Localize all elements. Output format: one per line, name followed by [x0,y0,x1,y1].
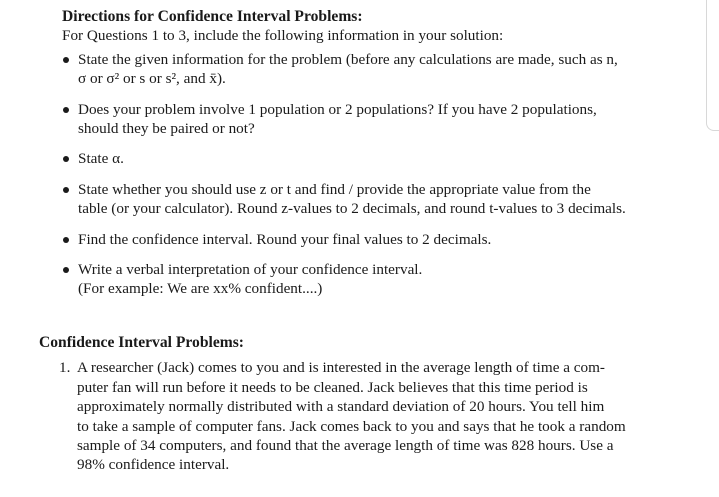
bullet-icon [63,187,69,193]
bullet-text-line2: (For example: We are xx% confident....) [78,280,323,298]
list-item [62,230,690,249]
bullet-icon [63,156,69,162]
bullet-text-line1: Find the confidence interval. Round your final values to 2 decimals. [78,230,492,248]
problem-item [39,358,685,474]
bullet-text-line2: table (or your calculator). Round z-values to 2 decimals, and round t-values to 3 decimals. [78,200,626,218]
problem-line: approximately normally distributed with a standard deviation of 20 hours. You tell him [77,398,605,416]
list-item [62,149,690,168]
bullet-text-line2: should they be paired or not? [78,120,255,138]
problem-list [39,358,685,474]
bullet-text-line1: Does your problem involve 1 population or 2 populations? If you have 2 populations, [78,100,597,118]
list-item [62,260,690,299]
bullet-icon [63,107,69,113]
bullet-text-line1: State whether you should use z or t and find / provide the appropriate value from the [78,180,591,198]
problems-title: Confidence Interval Problems: [39,334,245,351]
list-item [62,100,690,139]
bullet-icon [63,237,69,243]
problem-line: puter fan will run before it needs to be cleaned. Jack believes that this time period is [77,378,588,396]
problem-line: A researcher (Jack) comes to you and is interested in the average length of time a com- [77,359,605,377]
directions-list [62,50,690,299]
directions-section [62,7,690,310]
problem-number: 1. [59,359,71,377]
problem-line: to take a sample of computer fans. Jack comes back to you and says that he took a random [77,417,626,435]
list-item [62,180,690,219]
directions-intro: For Questions 1 to 3, include the following information in your solution: [62,27,504,45]
list-item [62,50,690,89]
problems-section [39,333,685,475]
bullet-text-line1: Write a verbal interpretation of your confidence interval. [78,261,423,279]
bullet-icon [63,57,69,63]
bullet-icon [63,267,69,273]
bullet-text-line1: State α. [78,150,124,168]
problem-line: sample of 34 computers, and found that the average length of time was 828 hours. Use a [77,437,614,455]
scrollbar-edge[interactable] [706,0,719,131]
bullet-text-line1: State the given information for the problem (before any calculations are made, such as n, [78,50,618,68]
problem-line: 98% confidence interval. [77,456,230,474]
bullet-text-line2: σ or σ² or s or s², and x̄). [78,70,226,88]
directions-title: Directions for Confidence Interval Problems: [62,8,363,25]
